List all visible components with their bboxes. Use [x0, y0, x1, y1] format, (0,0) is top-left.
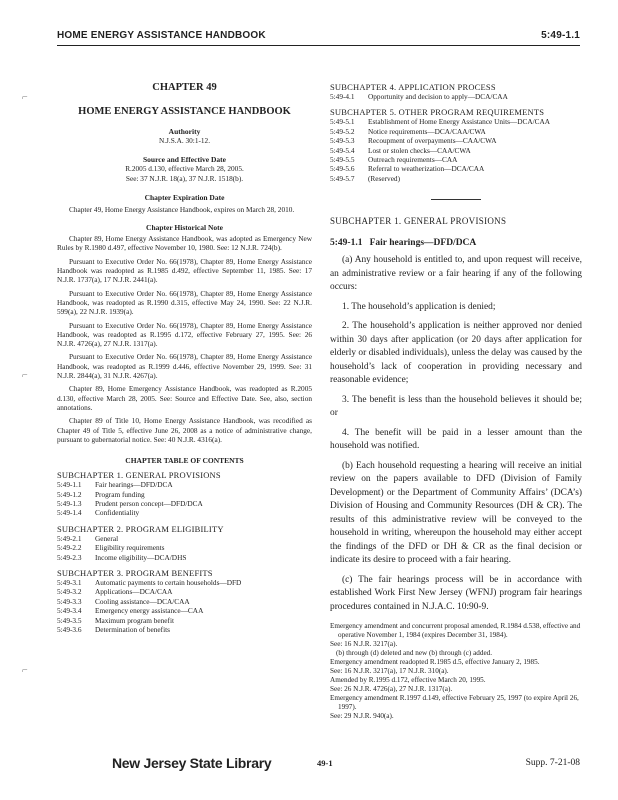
- toc-subchapter-title: SUBCHAPTER 1. GENERAL PROVISIONS: [57, 470, 221, 481]
- toc-entry: 5:49-1.1 Fair hearings—DFD/DCA: [57, 480, 173, 490]
- toc-entry: 5:49-5.1 Establishment of Home Energy Assistance Units—DCA/CAA: [330, 117, 551, 127]
- amendment-note: Emergency amendment R.1997 d.149, effective February 25, 1997 (to expire April 26, 1997).: [330, 694, 579, 712]
- list-item: 4. The benefit will be paid in a lesser amount than the household was notified.: [330, 427, 582, 452]
- paragraph-b: (b) Each household requesting a hearing will receive an initial review on the papers available to DFD (Division of Family Development) or the Department of Community Affairs’ (DCA’s) Division of Housing and Community Resources (DH & CR). The results of this administrative review will be conveyed to the household in writing, whereupon the household may either accept the findings of the DFD or DH & CR as the final decision or indicate its desire to proceed with a fair hearing.: [330, 460, 582, 566]
- amendment-note: See: 16 N.J.R. 3217(a), 17 N.J.R. 310(a).: [330, 667, 449, 676]
- toc-subchapter-title: SUBCHAPTER 5. OTHER PROGRAM REQUIREMENTS: [330, 107, 545, 118]
- toc-entry: 5:49-1.4 Confidentiality: [57, 508, 140, 518]
- header-title: HOME ENERGY ASSISTANCE HANDBOOK: [57, 30, 266, 41]
- toc-entry: 5:49-2.2 Eligibility requirements: [57, 543, 165, 553]
- toc-entry: 5:49-2.3 Income eligibility—DCA/DHS: [57, 552, 187, 562]
- amendment-note: See: 26 N.J.R. 4726(a), 27 N.J.R. 1317(a).: [330, 685, 453, 694]
- margin-mark: ⌐: [22, 665, 28, 676]
- source-line: R.2005 d.130, effective March 28, 2005.: [125, 164, 244, 174]
- history-note: Pursuant to Executive Order No. 66(1978), Chapter 89, Home Energy Assistance Handbook, was readopted as R.1999 d.446, effective November 29, 1999. See: 31 N.J.R. 2844(a), 31 N.J.R. 4267(a).: [57, 352, 312, 381]
- library-watermark: New Jersey State Library: [112, 755, 272, 771]
- history-note: Pursuant to Executive Order No. 66(1978), Chapter 89, Home Energy Assistance Handbook was readopted as R.1985 d.492, effective September 11, 1985. See: 17 N.J.R. 1737(a), 17 N.J.R. 2441(a).: [57, 256, 312, 285]
- source-line: See: 37 N.J.R. 18(a), 37 N.J.R. 1518(b).: [125, 173, 244, 183]
- history-note: Chapter 89 of Title 10, Home Energy Assistance Handbook, was recodified as Chapter 49 of Title 5, effective June 26, 2008 as a notice of administrative change, pursuant to gubernatorial notice. See: 40 N.J.R. 4316(a).: [57, 416, 312, 444]
- margin-mark: ⌐: [22, 92, 28, 103]
- toc-entry: 5:49-3.6 Determination of benefits: [57, 625, 170, 634]
- toc-heading: CHAPTER TABLE OF CONTENTS: [125, 456, 244, 466]
- expiration-heading: Chapter Expiration Date: [144, 192, 225, 202]
- header-rule: [57, 45, 580, 46]
- supplement-date: Supp. 7-21-08: [525, 758, 580, 768]
- amendment-note: See: 29 N.J.R. 940(a).: [330, 712, 394, 721]
- source-heading: Source and Effective Date: [143, 155, 226, 165]
- right-column: [330, 82, 582, 721]
- header-section-number: 5:49-1.1: [541, 30, 580, 41]
- toc-entry: 5:49-3.5 Maximum program benefit: [57, 615, 175, 625]
- history-note: Pursuant to Executive Order No. 66(1978), Chapter 89, Home Energy Assistance Handbook, was readopted as R.1990 d.315, effective May 24, 1990. See: 22 N.J.R. 599(a), 22 N.J.R. 1939(a).: [57, 288, 312, 317]
- section-number: 5:49-1.1: [330, 238, 363, 249]
- amendment-note: Emergency amendment readopted R.1985 d.5, effective January 2, 1985.: [330, 658, 540, 667]
- toc-entry: 5:49-2.1 General: [57, 533, 119, 543]
- toc-entry: 5:49-5.5 Outreach requirements—CAA: [330, 155, 458, 165]
- toc-entry: 5:49-4.1 Opportunity and decision to apply—DCA/CAA: [330, 92, 508, 101]
- amendment-notes: [330, 622, 582, 721]
- amendment-note: See: 16 N.J.R. 3217(a).: [330, 640, 398, 649]
- toc-entry: 5:49-5.7 (Reserved): [330, 173, 401, 183]
- toc-list: [330, 92, 508, 101]
- toc-entry: 5:49-5.3 Recoupment of overpayments—CAA/CWA: [330, 136, 497, 146]
- toc-list: [57, 534, 186, 562]
- list-item: 2. The household’s application is neither approved nor denied within 30 days after application (or 20 days after application for elderly or disabled individuals), unless the delay was caused by the household’s lack of cooperation in providing necessary and reasonable evidence;: [330, 321, 582, 386]
- left-column: [57, 82, 312, 634]
- toc-entry: 5:49-5.6 Referral to weatherization—DCA/CAA: [330, 164, 485, 174]
- toc-list: [57, 480, 203, 518]
- chapter-title: HOME ENERGY ASSISTANCE HANDBOOK: [78, 106, 291, 117]
- toc-subchapter-title: SUBCHAPTER 4. APPLICATION PROCESS: [330, 82, 496, 92]
- toc-subchapter-title: SUBCHAPTER 3. PROGRAM BENEFITS: [57, 567, 213, 578]
- toc-entry: 5:49-1.2 Program funding: [57, 489, 145, 499]
- history-note: Pursuant to Executive Order No. 66(1978), Chapter 89, Home Energy Assistance Handbook, was readopted as R.1995 d.172, effective February 27, 1995. See: 26 N.J.R. 4726(a), 27 N.J.R. 1317(a).: [57, 320, 312, 349]
- section-title: Fair hearings—DFD/DCA: [369, 238, 477, 249]
- toc-list: [57, 578, 241, 634]
- running-header: [57, 30, 580, 44]
- chapter-number: CHAPTER 49: [152, 82, 217, 93]
- paragraph-c: (c) The fair hearings process will be in accordance with established Work First New Jersey (WFNJ) program fair hearings procedures contained in N.J.A.C. 10:90-9.: [330, 574, 582, 612]
- toc-entry: 5:49-1.3 Prudent person concept—DFD/DCA: [57, 498, 203, 508]
- toc-subchapter-title: SUBCHAPTER 2. PROGRAM ELIGIBILITY: [57, 523, 224, 534]
- history-note: Chapter 89, Home Emergency Assistance Handbook, was readopted as R.2005 d.130, effective March 28, 2005. See: Source and Effective Date. See, also, section annotations.: [57, 384, 312, 412]
- section-divider: [431, 199, 481, 200]
- toc-entry: 5:49-5.4 Lost or stolen checks—CAA/CWA: [330, 145, 471, 155]
- toc-list: [330, 117, 550, 183]
- toc-entry: 5:49-3.2 Applications—DCA/CAA: [57, 587, 173, 597]
- amendment-note: (b) through (d) deleted and new (b) through (c) added.: [336, 649, 493, 658]
- amendment-note: Amended by R.1995 d.172, effective March 20, 1995.: [330, 676, 486, 685]
- paragraph-a: (a) Any household is entitled to, and upon request will receive, an administrative review or a fair hearing if any of the following occurs:: [330, 255, 582, 293]
- toc-entry: 5:49-5.2 Notice requirements—DCA/CAA/CWA: [330, 126, 486, 136]
- list-item: 3. The benefit is less than the household believes it should be; or: [330, 394, 582, 419]
- history-heading: Chapter Historical Note: [146, 223, 223, 233]
- authority-text: N.J.S.A. 30:1-12.: [158, 136, 211, 145]
- list-item: 1. The household’s application is denied;: [342, 301, 496, 312]
- history-note: Chapter 89, Home Energy Assistance Handbook, was adopted as Emergency New Rules by R.1980 d.497, effective November 10, 1980. See: 12 N.J.R. 724(b).: [57, 234, 312, 253]
- toc-entry: 5:49-3.3 Cooling assistance—DCA/CAA: [57, 596, 190, 606]
- page-number: 49-1: [317, 758, 333, 768]
- amendment-note: Emergency amendment and concurrent proposal amended, R.1984 d.538, effective and operative November 1, 1984 (expires December 31, 1984).: [330, 622, 581, 640]
- section-heading: [330, 238, 582, 248]
- toc-entry: 5:49-3.4 Emergency energy assistance—CAA: [57, 606, 204, 616]
- expiration-text: Chapter 49, Home Energy Assistance Handbook, expires on March 28, 2010.: [69, 204, 295, 214]
- subchapter-heading: SUBCHAPTER 1. GENERAL PROVISIONS: [330, 216, 507, 227]
- toc-entry: 5:49-3.1 Automatic payments to certain households—DFD: [57, 577, 242, 587]
- margin-mark: ⌐: [22, 370, 28, 381]
- authority-heading: Authority: [168, 127, 201, 136]
